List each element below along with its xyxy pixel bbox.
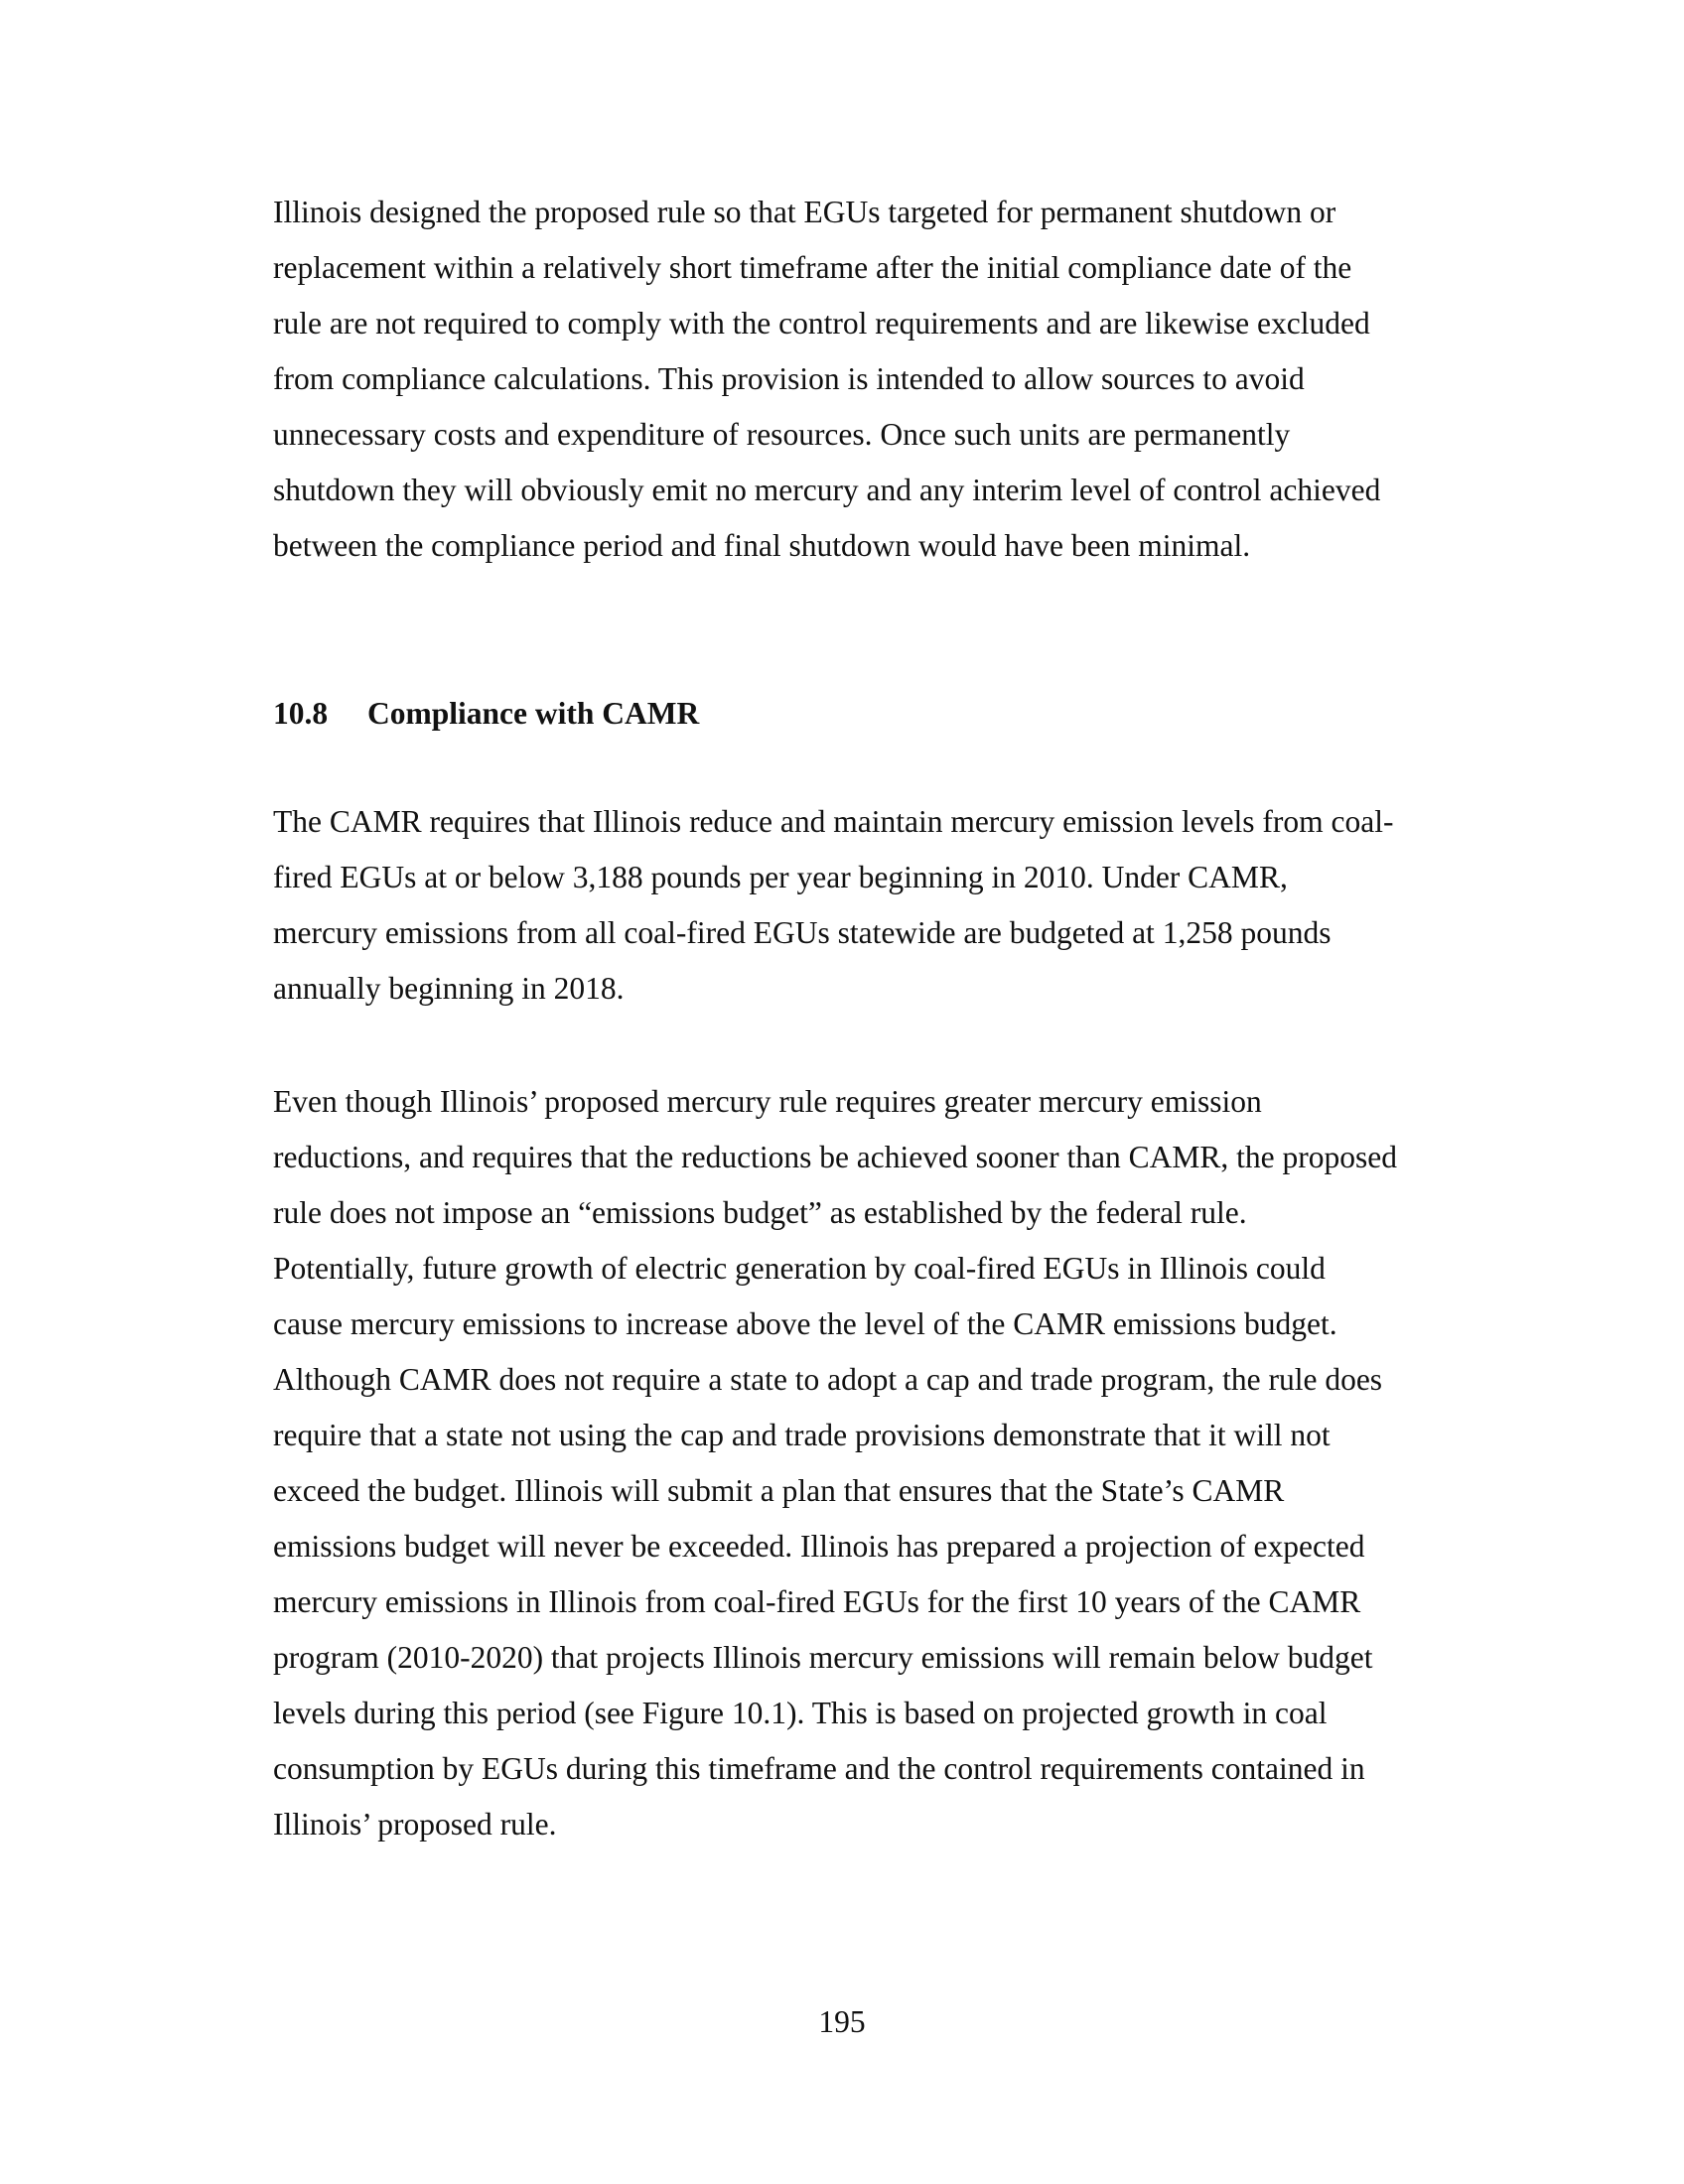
text-line: The CAMR requires that Illinois reduce and maintain mercury emission levels from coal-: [273, 804, 1394, 839]
text-line: fired EGUs at or below 3,188 pounds per year beginning in 2010. Under CAMR,: [273, 860, 1288, 894]
text-line: cause mercury emissions to increase above the level of the CAMR emissions budget.: [273, 1306, 1337, 1341]
text-line: from compliance calculations. This provision is intended to allow sources to avoid: [273, 361, 1305, 396]
text-line: mercury emissions from all coal-fired EGUs statewide are budgeted at 1,258 pounds: [273, 915, 1332, 950]
paragraph-emissions-budget: [273, 1074, 1445, 1852]
text-line: between the compliance period and final shutdown would have been minimal.: [273, 528, 1251, 563]
section-heading: [273, 692, 699, 736]
page-number: 195: [818, 2004, 866, 2039]
text-line: Potentially, future growth of electric generation by coal-fired EGUs in Illinois could: [273, 1251, 1326, 1286]
text-line: reductions, and requires that the reductions be achieved sooner than CAMR, the proposed: [273, 1140, 1397, 1174]
text-line: unnecessary costs and expenditure of resources. Once such units are permanently: [273, 417, 1291, 452]
text-line: replacement within a relatively short timeframe after the initial compliance date of the: [273, 250, 1352, 285]
text-line: rule are not required to comply with the control requirements and are likewise excluded: [273, 306, 1370, 341]
text-line: Illinois’ proposed rule.: [273, 1807, 557, 1842]
text-line: consumption by EGUs during this timeframe and the control requirements contained in: [273, 1751, 1365, 1786]
paragraph-shutdown-exemption: [273, 185, 1445, 574]
paragraph-camr-requirements: [273, 794, 1445, 1017]
text-line: Even though Illinois’ proposed mercury rule requires greater mercury emission: [273, 1084, 1262, 1119]
text-line: Although CAMR does not require a state to adopt a cap and trade program, the rule does: [273, 1362, 1383, 1397]
text-line: emissions budget will never be exceeded. Illinois has prepared a projection of expected: [273, 1529, 1365, 1564]
section-number: 10.8: [273, 696, 329, 731]
section-title: Compliance with CAMR: [367, 696, 700, 731]
text-line: program (2010-2020) that projects Illinois mercury emissions will remain below budget: [273, 1640, 1373, 1675]
text-line: require that a state not using the cap and trade provisions demonstrate that it will not: [273, 1418, 1331, 1452]
text-line: levels during this period (see Figure 10.1). This is based on projected growth in coal: [273, 1696, 1328, 1730]
text-line: shutdown they will obviously emit no mercury and any interim level of control achieved: [273, 473, 1381, 507]
text-line: Illinois designed the proposed rule so that EGUs targeted for permanent shutdown or: [273, 195, 1336, 229]
text-line: annually beginning in 2018.: [273, 971, 625, 1006]
text-line: mercury emissions in Illinois from coal-fired EGUs for the first 10 years of the CAMR: [273, 1584, 1361, 1619]
text-line: rule does not impose an “emissions budget” as established by the federal rule.: [273, 1195, 1247, 1230]
text-line: exceed the budget. Illinois will submit a plan that ensures that the State’s CAMR: [273, 1473, 1285, 1508]
